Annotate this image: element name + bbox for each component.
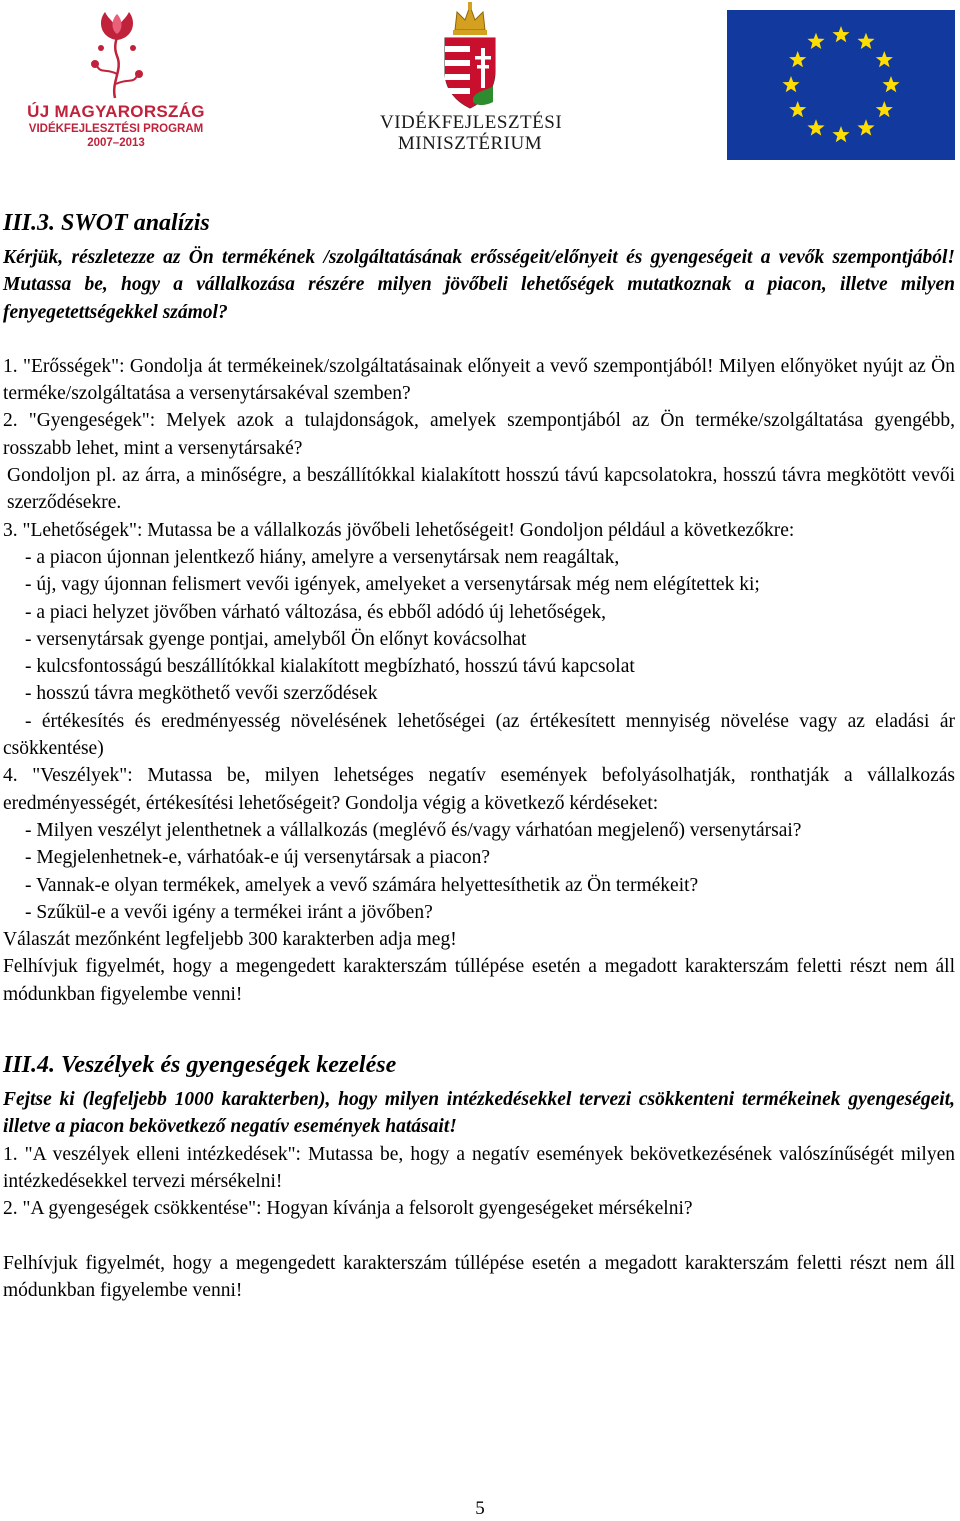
swot-instruction: Kérjük, részletezze az Ön termékének /szolgáltatásának erősségeit/előnyeit és gyengeségeit a vevők szempontjából! Mutassa be, hogy a vállalkozása részére milyen jövőbeli lehetőségek mutatkoznak a piacon, illetve milyen fenyegetettségekkel számol? [3,247,955,323]
strengths-paragraph: 1. "Erősségek": Gondolja át termékeinek/szolgáltatásainak előnyeit a vevő szempontjából! Milyen előnyöket nyújt az Ön terméke/szolgáltatása a versenytársakéval szemben? [3,355,955,405]
weakness-reduction-paragraph: 2. "A gyengeségek csökkentése": Hogyan kívánja a felsorolt gyengeségeket mérsékelni? [3,1198,693,1220]
list-item: - a piacon újonnan jelentkező hiány, amelyre a versenytársak nem reagáltak, [25,546,620,568]
eu-star-icon [832,26,849,42]
uj-logo-subtitle: VIDÉKFEJLESZTÉSI PROGRAM [28,123,204,135]
list-item: - kulcsfontosságú beszállítókkal kialakított megbízható, hosszú távú kapcsolat [25,656,635,678]
list-item: - Szűkül-e a vevői igény a termékei iránt a jövőben? [25,901,433,923]
character-limit-note: Válaszát mezőnként legfeljebb 300 karakterben adja meg! [3,929,457,951]
eu-star-icon [789,51,806,67]
list-item: - Megjelenhetnek-e, várhatóak-e új versenytársak a piacon? [25,847,491,869]
list-item: - a piaci helyzet jövőben várható változása, és ebből adódó új lehetőségek, [25,601,606,623]
eu-star-icon [807,119,824,135]
ministry-logo [380,2,563,162]
threats-instruction: Fejtse ki (legfeljebb 1000 karakterben), hogy milyen intézkedésekkel tervezi csökkenteni termékeinek gyengeségeit, illetve a piacon bekövetkező negatív események hatásait! [3,1089,955,1138]
uj-logo-title: ÚJ MAGYARORSZÁG [27,102,205,121]
eu-star-icon [857,33,874,49]
section-heading-swot: III.3. SWOT analízis [3,210,210,236]
document-body [3,208,955,1304]
threat-measures-paragraph: 1. "A veszélyek elleni intézkedések": Mutassa be, hogy a negatív események bekövetkezésének valószínűségét milyen intézkedésekkel tervezi mérsékelni! [3,1143,955,1192]
list-item: - új, vagy újonnan felismert vevői igények, amelyeket a versenytársak még nem elégítettek ki; [25,574,760,596]
spacer [3,1223,955,1250]
eu-star-icon [882,76,899,92]
eu-star-icon [807,33,824,49]
page-number: 5 [475,1498,485,1519]
list-item: - hosszú távra megköthető vevői szerződések [25,683,378,705]
eu-star-icon [782,76,799,92]
uj-logo-years: 2007–2013 [87,137,145,149]
list-item: - Milyen veszélyt jelenthetnek a vállalkozás (meglévő és/vagy várhatóan megjelenő) versenytársai? [25,819,802,841]
hungarian-coat-of-arms-icon [435,2,505,112]
spacer [3,326,955,353]
weaknesses-hint: Gondoljon pl. az árra, a minőségre, a beszállítókkal kialakított hosszú távú kapcsolatokra, hosszú távra megkötött vevői szerződésekre. [7,465,955,514]
section-heading-threats: III.4. Veszélyek és gyengeségek kezelése [3,1052,397,1079]
eu-star-icon [832,126,849,142]
uj-magyarorszag-logo [26,4,206,164]
character-limit-warning: Felhívjuk figyelmét, hogy a megengedett karakterszám túllépése esetén a megadott karakterszám feletti részt nem áll módunkban figyelembe venni! [3,1252,955,1301]
page-header [0,0,960,170]
weaknesses-paragraph: 2. "Gyengeségek": Melyek azok a tulajdonságok, amelyek szempontjából az Ön terméke/szolgáltatása gyengébb, rosszabb lehet, mint a versenytársaké? [3,410,955,459]
threats-paragraph: 4. "Veszélyek": Mutassa be, milyen lehetséges negatív események befolyásolhatják, ronthatják a vállalkozás eredményességét, értékesítési lehetőségeit? Gondolja végig a következő kérdéseket: [3,765,955,814]
eu-flag-icon [727,10,955,160]
eu-star-icon [857,119,874,135]
flower-emblem-icon [71,4,161,100]
eu-star-icon [876,101,893,117]
opportunities-paragraph: 3. "Lehetőségek": Mutassa be a vállalkozás jövőbeli lehetőségeit! Gondoljon például a következőkre: [3,519,795,541]
ministry-name-line1: VIDÉKFEJLESZTÉSI [380,112,563,133]
ministry-name-line2: MINISZTÉRIUM [397,133,543,154]
character-limit-warning: Felhívjuk figyelmét, hogy a megengedett karakterszám túllépése esetén a megadott karakterszám feletti részt nem áll módunkban figyelembe venni! [3,956,955,1005]
list-item: - versenytársak gyenge pontjai, amelyből Ön előnyt kovácsolhat [25,628,527,650]
eu-star-icon [876,51,893,67]
eu-star-icon [789,101,806,117]
list-item: - értékesítés és eredményesség növelésének lehetőségei (az értékesített mennyiség növelése vagy az eladási ár csökkentése) [3,710,955,760]
list-item: - Vannak-e olyan termékek, amelyek a vevő számára helyettesíthetik az Ön termékeit? [25,874,699,896]
